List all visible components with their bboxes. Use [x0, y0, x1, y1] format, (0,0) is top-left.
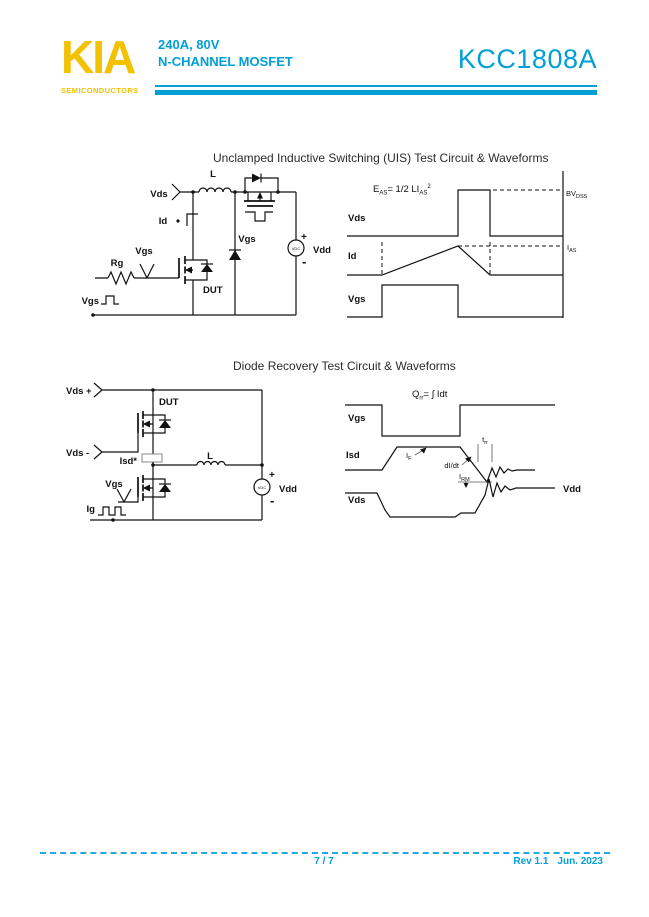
header-rule-thin	[155, 85, 597, 87]
footer-divider	[40, 852, 610, 854]
dr-didt-label: dI/dt	[444, 461, 459, 470]
uis-circuit-wires	[91, 174, 307, 317]
dr-qrr-formula: $Q_{rr}=$ ∫ Idt	[412, 389, 448, 402]
diode-recovery-waveforms	[335, 380, 625, 535]
dr-vds-minus-label: Vds -	[66, 448, 90, 459]
uis-id-label: Id	[158, 216, 168, 227]
uis-vdd-label: Vdd	[313, 245, 331, 256]
uis-energy-formula: $E_{AS}= 1/2$ $LI_{AS}^2$	[373, 184, 431, 197]
uis-test-circuit-diagram	[75, 160, 335, 330]
dr-vdd-minus: -	[270, 493, 275, 508]
dr-isd-label: Isd*	[119, 456, 137, 467]
dr-circuit-wires	[90, 383, 270, 522]
brand-logo-subtitle: SEMICONDUCTORS	[61, 86, 139, 95]
device-type: N-CHANNEL MOSFET	[158, 54, 293, 69]
uis-bvdss-label: $BV_{DSS}$	[566, 189, 588, 200]
uis-wave-vds-label: Vds	[348, 213, 366, 224]
dr-wave-vds-label: Vds	[348, 495, 366, 506]
dr-vds-plus-label: Vds +	[66, 386, 92, 397]
uis-dut-label: DUT	[203, 285, 223, 296]
uis-rg-label: Rg	[110, 258, 124, 269]
dr-dut-label: DUT	[159, 397, 179, 408]
revision-label: Rev 1.1	[513, 856, 549, 867]
uis-wave-id-label: Id	[348, 251, 357, 262]
uis-inductor-label: L	[210, 169, 216, 180]
uis-wave-vgs-label: Vgs	[348, 294, 366, 305]
dr-vdd-label: Vdd	[279, 484, 297, 495]
dr-ig-label: Ig	[86, 504, 95, 515]
revision-info	[504, 856, 603, 867]
dr-vgs-label: Vgs	[105, 479, 123, 490]
revision-date: Jun. 2023	[557, 856, 603, 867]
uis-vdd-minus: -	[302, 254, 307, 269]
dr-wave-vgs-label: Vgs	[348, 413, 366, 424]
dr-if-label: $I_F$	[406, 451, 412, 462]
dr-vdd-plus: +	[269, 470, 275, 481]
dr-trr-label: $t_{rr}$	[482, 435, 488, 446]
dr-inductor-label: L	[207, 451, 213, 462]
diode-recovery-section-title: Diode Recovery Test Circuit & Waveforms	[233, 359, 456, 373]
device-rating: 240A, 80V	[158, 37, 220, 52]
uis-vgs-gate-label: Vgs	[135, 246, 153, 257]
dr-wave-vdd-label: Vdd	[563, 484, 581, 495]
diode-recovery-circuit-diagram	[58, 375, 338, 540]
dr-wave-isd-label: Isd	[346, 450, 360, 461]
uis-vgs-pulse-label: Vgs	[81, 296, 99, 307]
uis-section-title: Unclamped Inductive Switching (UIS) Test Circuit & Waveforms	[213, 151, 549, 165]
uis-waveforms	[345, 168, 600, 330]
dr-irm-label: $I_{RM}$	[459, 472, 470, 483]
uis-vdc-source-label: VDC	[291, 246, 301, 251]
uis-ias-label: $I_{AS}$	[567, 243, 577, 254]
header-rule-thick	[155, 90, 597, 95]
uis-vdd-plus: +	[301, 232, 307, 243]
uis-vds-label: Vds	[150, 189, 168, 200]
page-number: 7 / 7	[314, 856, 334, 867]
part-number: KCC1808A	[457, 44, 597, 74]
uis-vgs-clamp-label: Vgs	[238, 234, 256, 245]
dr-vdc-source-label: VDC	[257, 485, 267, 490]
brand-logo: KIA	[61, 31, 135, 83]
